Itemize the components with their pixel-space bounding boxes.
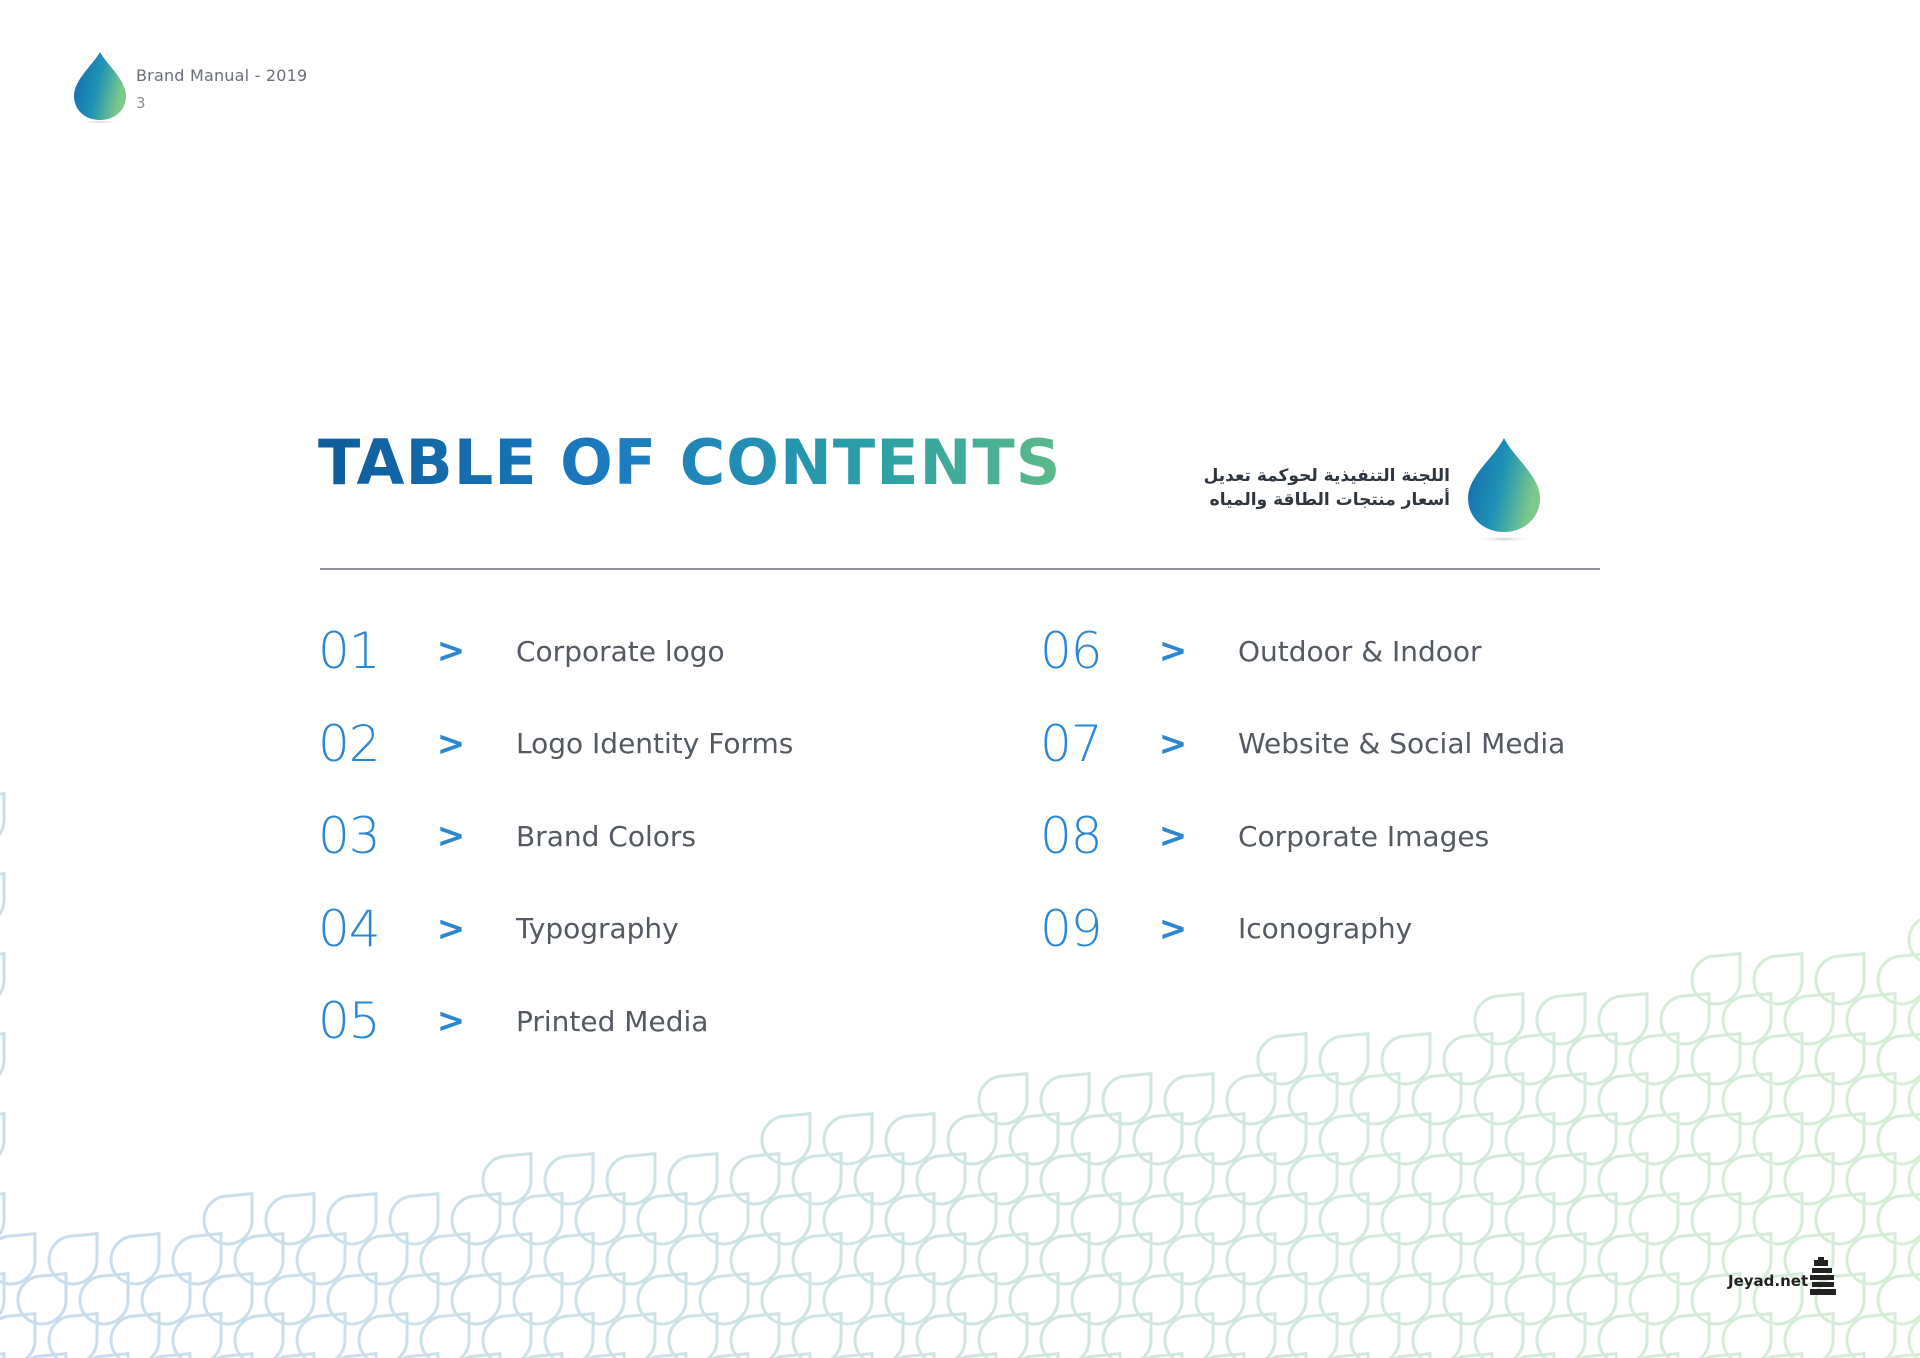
pattern-drop	[1909, 1074, 1920, 1124]
pattern-drop	[1196, 1114, 1244, 1164]
pattern-drop	[1692, 1034, 1740, 1084]
pattern-drop	[979, 1154, 1027, 1204]
pattern-drop	[638, 1354, 686, 1358]
pattern-drop	[297, 1314, 345, 1358]
pattern-drop	[49, 1314, 97, 1358]
pattern-drop	[1320, 1034, 1368, 1084]
pattern-drop	[1196, 1194, 1244, 1244]
pattern-drop	[1320, 1274, 1368, 1324]
toc-item-label: Brand Colors	[516, 819, 696, 853]
pattern-drop	[1351, 1154, 1399, 1204]
pattern-drop	[1847, 1234, 1895, 1284]
pattern-drop	[669, 1154, 717, 1204]
pattern-drop	[235, 1314, 283, 1358]
pattern-drop	[545, 1234, 593, 1284]
pattern-drop	[18, 1354, 66, 1358]
pattern-drop	[1847, 994, 1895, 1044]
pattern-drop	[1878, 1274, 1920, 1324]
pattern-drop	[1072, 1274, 1120, 1324]
pattern-drop	[359, 1234, 407, 1284]
page-number: 3	[136, 94, 146, 112]
pattern-drop	[1909, 1314, 1920, 1358]
pattern-drop	[979, 1234, 1027, 1284]
toc-item-number: 08	[1040, 807, 1102, 865]
toc-item-number: 06	[1040, 622, 1102, 680]
toc-item-number: 07	[1040, 714, 1102, 773]
pattern-drop	[731, 1314, 779, 1358]
pattern-drop	[421, 1234, 469, 1284]
pattern-drop	[328, 1274, 376, 1324]
pattern-drop	[1909, 1154, 1920, 1204]
toc-item-number: 04	[318, 899, 380, 958]
pattern-drop	[1103, 1234, 1151, 1284]
pattern-drop	[0, 1114, 4, 1164]
pattern-drop	[1320, 1194, 1368, 1244]
jeyad-mark-icon	[1808, 1256, 1838, 1300]
toc-item-label: Logo Identity Forms	[516, 727, 794, 760]
pattern-drop	[266, 1354, 314, 1358]
pattern-drop	[1134, 1194, 1182, 1244]
pattern-drop	[1227, 1314, 1275, 1358]
pattern-drop	[1537, 994, 1585, 1044]
pattern-drop	[142, 1354, 190, 1358]
pattern-drop	[1537, 1154, 1585, 1204]
pattern-drop	[1568, 1034, 1616, 1084]
pattern-drop	[1134, 1354, 1182, 1358]
pattern-drop	[1227, 1074, 1275, 1124]
toc-item[interactable]	[1040, 801, 1489, 871]
pattern-drop	[1599, 994, 1647, 1044]
pattern-drop	[1475, 1074, 1523, 1124]
pattern-drop	[1010, 1274, 1058, 1324]
pattern-drop	[886, 1274, 934, 1324]
pattern-drop	[824, 1114, 872, 1164]
pattern-drop	[1041, 1314, 1089, 1358]
pattern-drop	[1506, 1354, 1554, 1358]
toc-item-label: Website & Social Media	[1238, 727, 1566, 760]
pattern-drop	[669, 1314, 717, 1358]
pattern-drop	[1258, 1354, 1306, 1358]
pattern-drop	[1382, 1114, 1430, 1164]
pattern-drop	[1289, 1314, 1337, 1358]
pattern-drop	[1103, 1314, 1151, 1358]
pattern-drop	[1847, 1074, 1895, 1124]
pattern-drop	[235, 1234, 283, 1284]
pattern-drop	[1010, 1354, 1058, 1358]
pattern-drop	[173, 1314, 221, 1358]
pattern-drop	[1878, 1034, 1920, 1084]
pattern-drop	[452, 1354, 500, 1358]
pattern-drop	[762, 1354, 810, 1358]
pattern-drop	[886, 1194, 934, 1244]
pattern-drop	[607, 1234, 655, 1284]
pattern-drop	[1227, 1234, 1275, 1284]
pattern-drop	[1382, 1354, 1430, 1358]
toc-item[interactable]	[1040, 709, 1565, 779]
pattern-drop	[731, 1234, 779, 1284]
pattern-drop	[1072, 1114, 1120, 1164]
pattern-drop	[483, 1154, 531, 1204]
pattern-drop	[731, 1154, 779, 1204]
pattern-drop	[1754, 1354, 1802, 1358]
pattern-drop	[1661, 1074, 1709, 1124]
pattern-drop	[1878, 1114, 1920, 1164]
pattern-drop	[0, 1034, 4, 1084]
pattern-drop	[204, 1194, 252, 1244]
pattern-drop	[545, 1314, 593, 1358]
pattern-drop	[1475, 994, 1523, 1044]
pattern-drop	[855, 1234, 903, 1284]
toc-item-label: Outdoor & Indoor	[1238, 634, 1482, 668]
pattern-drop	[1754, 1034, 1802, 1084]
pattern-drop	[762, 1114, 810, 1164]
chevron-right-icon: >	[436, 1001, 466, 1041]
pattern-drop	[1723, 994, 1771, 1044]
pattern-drop	[948, 1114, 996, 1164]
pattern-drop	[1909, 1234, 1920, 1284]
pattern-drop	[1196, 1354, 1244, 1358]
pattern-drop	[1134, 1274, 1182, 1324]
pattern-drop	[111, 1234, 159, 1284]
pattern-drop	[607, 1314, 655, 1358]
pattern-drop	[1568, 1354, 1616, 1358]
chevron-right-icon: >	[1158, 816, 1188, 856]
pattern-drop	[1537, 1314, 1585, 1358]
pattern-drop	[1165, 1234, 1213, 1284]
pattern-drop	[1165, 1074, 1213, 1124]
toc-item-number: 09	[1040, 899, 1102, 958]
pattern-drop	[390, 1354, 438, 1358]
pattern-drop	[979, 1074, 1027, 1124]
pattern-drop	[1723, 1074, 1771, 1124]
pattern-drop	[1630, 1354, 1678, 1358]
pattern-drop	[700, 1354, 748, 1358]
pattern-drop	[855, 1314, 903, 1358]
pattern-drop	[545, 1154, 593, 1204]
pattern-drop	[328, 1354, 376, 1358]
pattern-drop	[1258, 1034, 1306, 1084]
pattern-drop	[1692, 1114, 1740, 1164]
pattern-drop	[948, 1194, 996, 1244]
pattern-drop	[1847, 1314, 1895, 1358]
chevron-right-icon: >	[436, 816, 466, 856]
pattern-drop	[0, 1234, 35, 1284]
pattern-drop	[793, 1154, 841, 1204]
chevron-right-icon: >	[1158, 723, 1188, 764]
pattern-drop	[1630, 1034, 1678, 1084]
pattern-drop	[452, 1274, 500, 1324]
pattern-drop	[328, 1194, 376, 1244]
chevron-right-icon: >	[436, 908, 466, 949]
chevron-right-icon: >	[1158, 908, 1188, 949]
pattern-drop	[297, 1234, 345, 1284]
page-title: TABLE OF CONTENTS	[318, 426, 1062, 499]
pattern-drop	[0, 1314, 35, 1358]
pattern-drop	[483, 1234, 531, 1284]
water-drop-icon	[72, 50, 128, 124]
pattern-drop	[1382, 1194, 1430, 1244]
pattern-drop	[1351, 1234, 1399, 1284]
pattern-drop	[1537, 1074, 1585, 1124]
pattern-drop	[1909, 994, 1920, 1044]
pattern-drop	[638, 1274, 686, 1324]
toc-item-label: Iconography	[1238, 912, 1413, 945]
footer-site-name: Jeyad.net	[1728, 1272, 1809, 1290]
pattern-drop	[762, 1194, 810, 1244]
toc-item-number: 01	[318, 622, 380, 680]
pattern-drop	[1041, 1074, 1089, 1124]
pattern-drop	[1475, 1314, 1523, 1358]
pattern-drop	[1289, 1154, 1337, 1204]
pattern-drop	[0, 1274, 4, 1324]
pattern-drop	[917, 1234, 965, 1284]
pattern-drop	[576, 1274, 624, 1324]
pattern-drop	[1785, 1154, 1833, 1204]
pattern-drop	[1010, 1114, 1058, 1164]
org-name-line-1: اللجنة التنفيذية لحوكمة تعديل	[1203, 466, 1450, 486]
pattern-drop	[49, 1234, 97, 1284]
pattern-drop	[886, 1354, 934, 1358]
pattern-drop	[142, 1274, 190, 1324]
pattern-drop	[1010, 1194, 1058, 1244]
pattern-drop	[1506, 1114, 1554, 1164]
pattern-drop	[700, 1194, 748, 1244]
toc-item-number: 03	[318, 807, 380, 865]
pattern-drop	[700, 1274, 748, 1324]
pattern-drop	[607, 1154, 655, 1204]
pattern-drop	[18, 1274, 66, 1324]
pattern-drop	[1723, 1314, 1771, 1358]
pattern-drop	[793, 1314, 841, 1358]
pattern-drop	[1568, 1194, 1616, 1244]
pattern-drop	[1413, 1074, 1461, 1124]
document-title: Brand Manual - 2019	[136, 66, 308, 85]
pattern-drop	[1754, 954, 1802, 1004]
chevron-right-icon: >	[436, 723, 466, 764]
pattern-drop	[1847, 1154, 1895, 1204]
pattern-drop	[979, 1314, 1027, 1358]
pattern-drop	[1661, 1234, 1709, 1284]
pattern-drop	[1258, 1274, 1306, 1324]
pattern-drop	[1692, 954, 1740, 1004]
pattern-drop	[1475, 1234, 1523, 1284]
pattern-drop	[1413, 1154, 1461, 1204]
pattern-drop	[1661, 1314, 1709, 1358]
pattern-drop	[1196, 1274, 1244, 1324]
chevron-right-icon: >	[1158, 631, 1188, 671]
pattern-drop	[1816, 1194, 1864, 1244]
pattern-drop	[1785, 1074, 1833, 1124]
toc-item[interactable]	[318, 894, 679, 964]
pattern-drop	[917, 1314, 965, 1358]
pattern-drop	[1320, 1114, 1368, 1164]
pattern-drop	[1599, 1154, 1647, 1204]
pattern-drop	[1041, 1154, 1089, 1204]
pattern-drop	[1692, 1194, 1740, 1244]
pattern-drop	[1444, 1114, 1492, 1164]
pattern-drop	[0, 874, 4, 924]
pattern-drop	[1320, 1354, 1368, 1358]
pattern-drop	[1289, 1234, 1337, 1284]
toc-item-label: Corporate logo	[516, 634, 725, 668]
pattern-drop	[1072, 1194, 1120, 1244]
pattern-drop	[824, 1274, 872, 1324]
pattern-drop	[1382, 1274, 1430, 1324]
pattern-drop	[669, 1234, 717, 1284]
pattern-drop	[359, 1314, 407, 1358]
pattern-drop	[1258, 1194, 1306, 1244]
pattern-drop	[111, 1314, 159, 1358]
pattern-drop	[1878, 954, 1920, 1004]
org-name-line-2: أسعار منتجات الطاقة والمياه	[1209, 490, 1450, 510]
pattern-drop	[1816, 954, 1864, 1004]
pattern-drop	[514, 1194, 562, 1244]
pattern-drop	[793, 1234, 841, 1284]
pattern-drop	[1599, 1314, 1647, 1358]
pattern-drop	[824, 1354, 872, 1358]
pattern-drop	[173, 1234, 221, 1284]
pattern-drop	[204, 1354, 252, 1358]
pattern-drop	[0, 794, 4, 844]
pattern-drop	[1878, 1354, 1920, 1358]
pattern-drop	[1103, 1074, 1151, 1124]
pattern-drop	[1165, 1154, 1213, 1204]
water-drop-icon	[1466, 436, 1542, 544]
pattern-drop	[1599, 1234, 1647, 1284]
pattern-drop	[80, 1354, 128, 1358]
pattern-drop	[80, 1274, 128, 1324]
pattern-drop	[1351, 1074, 1399, 1124]
pattern-drop	[948, 1354, 996, 1358]
pattern-drop	[390, 1274, 438, 1324]
pattern-drop	[0, 954, 4, 1004]
pattern-drop	[1506, 1274, 1554, 1324]
toc-item[interactable]	[1040, 616, 1482, 686]
pattern-drop	[1351, 1314, 1399, 1358]
pattern-drop	[1661, 1154, 1709, 1204]
pattern-drop	[514, 1274, 562, 1324]
chevron-right-icon: >	[436, 631, 466, 671]
pattern-drop	[514, 1354, 562, 1358]
pattern-drop	[1630, 1194, 1678, 1244]
pattern-drop	[1165, 1314, 1213, 1358]
pattern-drop	[266, 1194, 314, 1244]
pattern-drop	[1816, 1034, 1864, 1084]
pattern-drop	[1475, 1154, 1523, 1204]
pattern-drop	[1103, 1154, 1151, 1204]
pattern-drop	[0, 1194, 4, 1244]
pattern-drop	[1444, 1034, 1492, 1084]
pattern-drop	[452, 1194, 500, 1244]
pattern-drop	[421, 1314, 469, 1358]
pattern-drop	[1072, 1354, 1120, 1358]
divider	[320, 568, 1600, 570]
pattern-drop	[1816, 1114, 1864, 1164]
toc-item[interactable]	[1040, 894, 1412, 964]
pattern-drop	[1754, 1114, 1802, 1164]
pattern-drop	[1134, 1114, 1182, 1164]
pattern-drop	[824, 1194, 872, 1244]
pattern-drop	[886, 1114, 934, 1164]
toc-item-label: Printed Media	[516, 1004, 709, 1038]
pattern-drop	[1041, 1234, 1089, 1284]
pattern-drop	[1816, 1354, 1864, 1358]
pattern-drop	[1723, 1154, 1771, 1204]
toc-item-label: Typography	[516, 912, 679, 945]
pattern-drop	[204, 1274, 252, 1324]
pattern-drop	[948, 1274, 996, 1324]
pattern-drop	[483, 1314, 531, 1358]
pattern-drop	[0, 1354, 4, 1358]
toc-item[interactable]	[318, 986, 708, 1056]
pattern-drop	[1630, 1274, 1678, 1324]
pattern-drop	[1444, 1274, 1492, 1324]
pattern-drop	[1785, 994, 1833, 1044]
pattern-drop	[1537, 1234, 1585, 1284]
pattern-drop	[1227, 1154, 1275, 1204]
pattern-drop	[1413, 1234, 1461, 1284]
pattern-drop	[1568, 1114, 1616, 1164]
pattern-drop	[1661, 994, 1709, 1044]
pattern-drop	[762, 1274, 810, 1324]
pattern-drop	[1382, 1034, 1430, 1084]
pattern-drop	[1506, 1034, 1554, 1084]
toc-item[interactable]	[318, 709, 793, 779]
pattern-drop	[390, 1194, 438, 1244]
toc-item-label: Corporate Images	[1238, 819, 1490, 853]
pattern-drop	[1444, 1354, 1492, 1358]
toc-item[interactable]	[318, 616, 725, 686]
pattern-drop	[1909, 914, 1920, 964]
toc-item-number: 02	[318, 714, 380, 773]
pattern-drop	[1878, 1194, 1920, 1244]
pattern-drop	[1785, 1314, 1833, 1358]
pattern-drop	[1413, 1314, 1461, 1358]
pattern-drop	[1568, 1274, 1616, 1324]
pattern-drop	[266, 1274, 314, 1324]
pattern-drop	[1506, 1194, 1554, 1244]
toc-item-number: 05	[318, 992, 380, 1050]
pattern-drop	[638, 1194, 686, 1244]
pattern-drop	[917, 1154, 965, 1204]
toc-item[interactable]	[318, 801, 696, 871]
pattern-drop	[1289, 1074, 1337, 1124]
pattern-drop	[576, 1194, 624, 1244]
pattern-drop	[1258, 1114, 1306, 1164]
pattern-drop	[855, 1154, 903, 1204]
pattern-drop	[576, 1354, 624, 1358]
pattern-drop	[1599, 1074, 1647, 1124]
pattern-drop	[1754, 1194, 1802, 1244]
pattern-drop	[1692, 1354, 1740, 1358]
pattern-drop	[1444, 1194, 1492, 1244]
pattern-drop	[1630, 1114, 1678, 1164]
